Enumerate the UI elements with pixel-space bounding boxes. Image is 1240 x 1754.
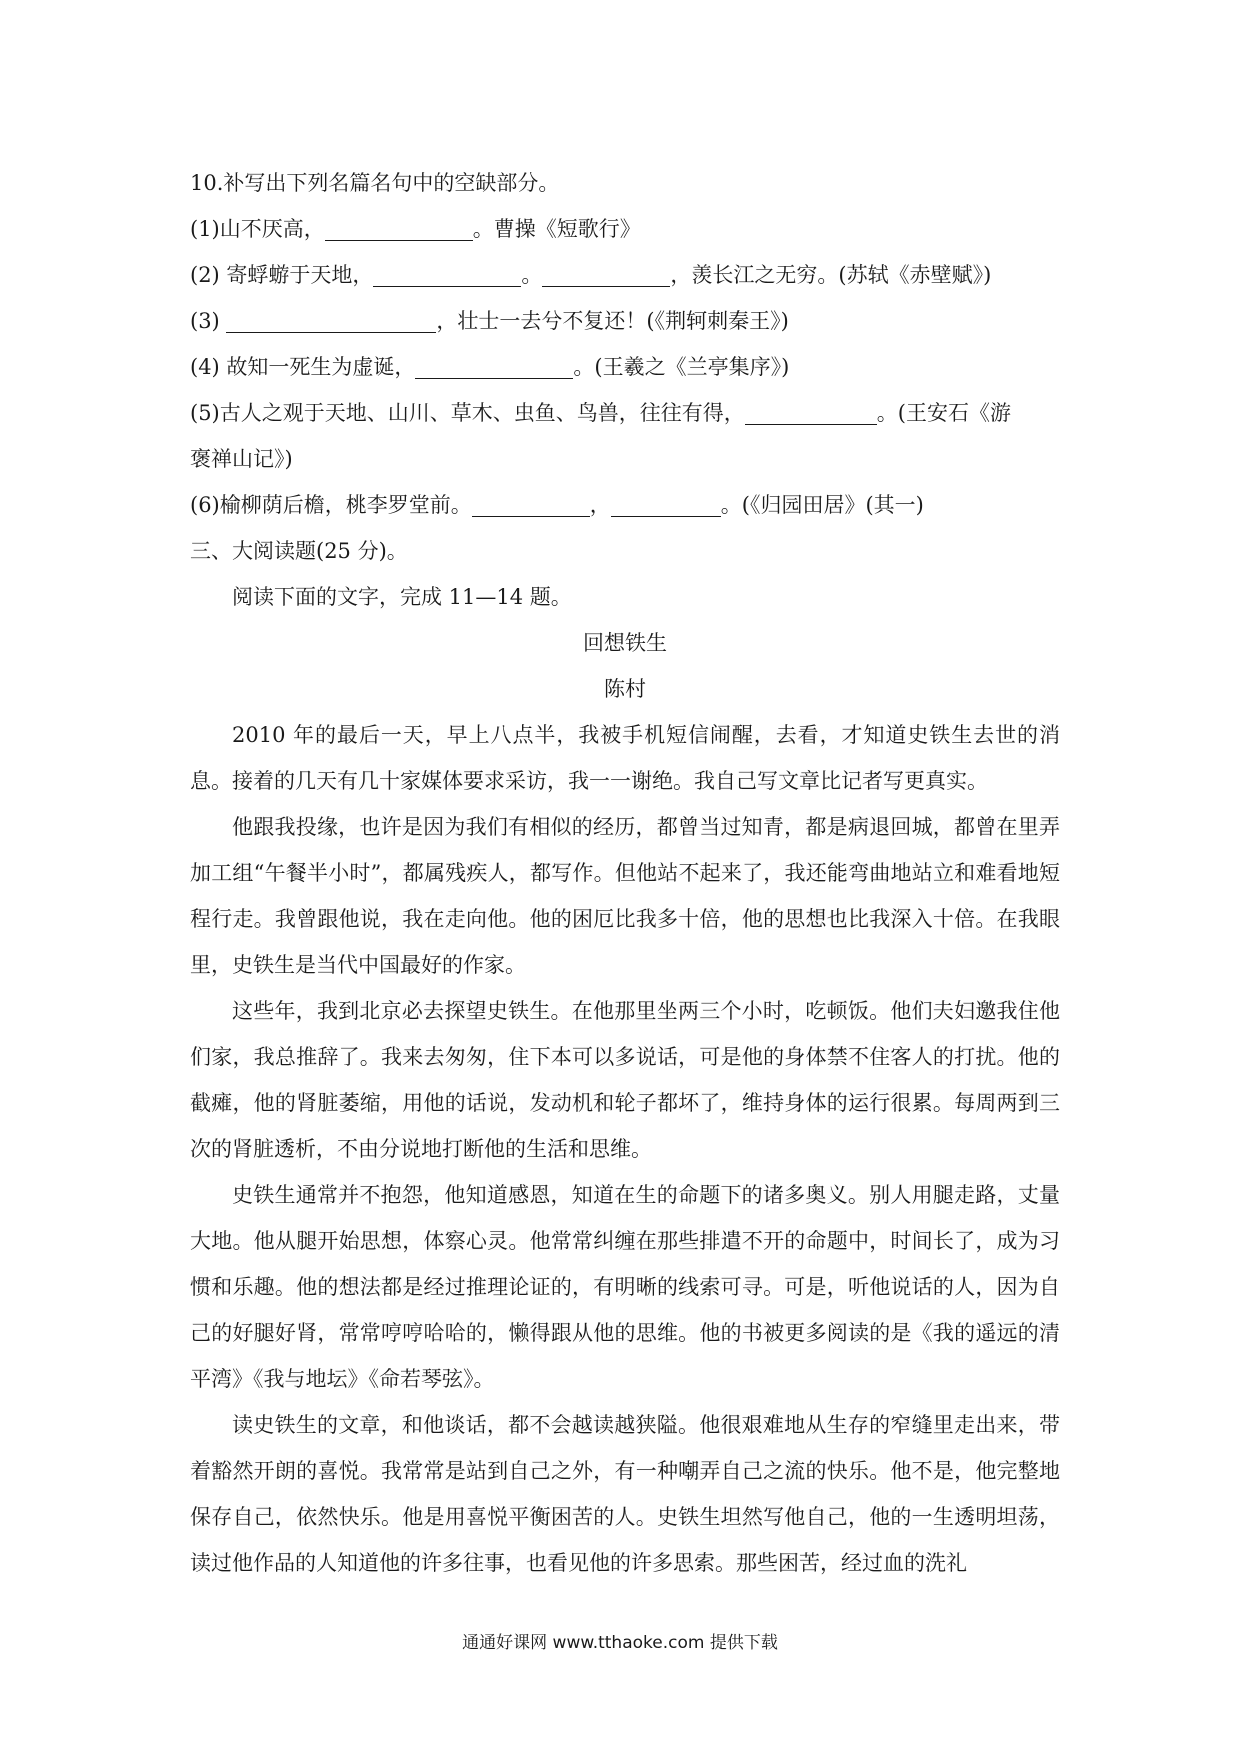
page-footer: 通通好课网 www.tthaoke.com 提供下载 — [462, 1633, 778, 1653]
article-paragraph: 史铁生通常并不抱怨，他知道感恩，知道在生的命题下的诸多奥义。别人用腿走路，丈量大地。他从腿开始思想，体察心灵。他常常纠缠在那些排遣不开的命题中，时间长了，成为习惯和乐趣。他的想法都是经过推理论证的，有明晰的线索可寻。可是，听他说话的人，因为自己的好腿好肾，常常哼哼哈哈的，懒得跟从他的思维。他的书被更多阅读的是《我的遥远的清平湾》《我与地坛》《命若琴弦》。 — [190, 1183, 1060, 1391]
article-paragraph: 这些年，我到北京必去探望史铁生。在他那里坐两三个小时，吃顿饭。他们夫妇邀我住他们家，我总推辞了。我来去匆匆，住下本可以多说话，可是他的身体禁不住客人的打扰。他的截瘫，他的肾脏萎缩，用他的话说，发动机和轮子都坏了，维持身体的运行很累。每周两到三次的肾脏透析，不由分说地打断他的生活和思维。 — [190, 999, 1060, 1161]
item-1-suffix: 。曹操《短歌行》 — [472, 217, 641, 241]
item-2-prefix: (2) 寄蜉蝣于天地， — [190, 263, 374, 287]
answer-blank[interactable] — [745, 400, 877, 425]
question-10-item-5-continued: 褒禅山记》) — [190, 447, 293, 471]
item-2-suffix: ，羡长江之无穷。(苏轼《赤壁赋》) — [670, 263, 992, 287]
question-10-item-3 — [190, 298, 1060, 344]
article-paragraph: 他跟我投缘，也许是因为我们有相似的经历，都曾当过知青，都是病退回城，都曾在里弄加工组“午餐半小时”，都属残疾人，都写作。但他站不起来了，我还能弯曲地站立和难看地短程行走。我曾跟他说，我在走向他。他的困厄比我多十倍，他的思想也比我深入十倍。在我眼里，史铁生是当代中国最好的作家。 — [190, 815, 1060, 977]
question-10-item-2 — [190, 252, 1060, 298]
question-10-item-4 — [190, 344, 1060, 390]
item-5-suffix: 。(王安石《游 — [876, 401, 1011, 425]
answer-blank[interactable] — [226, 308, 436, 333]
item-6-suffix: 。(《归园田居》(其一) — [720, 493, 924, 517]
question-10-item-6 — [190, 482, 1060, 528]
section-3-heading: 三、大阅读题(25 分)。 — [190, 539, 408, 563]
article-author: 陈村 — [604, 677, 646, 701]
answer-blank[interactable] — [325, 216, 473, 241]
answer-blank[interactable] — [542, 262, 670, 287]
answer-blank[interactable] — [472, 492, 590, 517]
reading-instruction: 阅读下面的文字，完成 11—14 题。 — [232, 585, 572, 609]
answer-blank[interactable] — [415, 354, 573, 379]
item-5-prefix: (5)古人之观于天地、山川、草木、虫鱼、鸟兽，往往有得， — [190, 401, 745, 425]
article-paragraph: 2010 年的最后一天，早上八点半，我被手机短信闹醒，去看，才知道史铁生去世的消息。接着的几天有几十家媒体要求采访，我一一谢绝。我自己写文章比记者写更真实。 — [190, 723, 1060, 793]
item-6-prefix: (6)榆柳荫后檐，桃李罗堂前。 — [190, 493, 472, 517]
item-2-middle: 。 — [521, 263, 543, 287]
article-title: 回想铁生 — [583, 631, 667, 655]
item-4-prefix: (4) 故知一死生为虚诞， — [190, 355, 416, 379]
item-3-prefix: (3) — [190, 309, 227, 333]
article-paragraph: 读史铁生的文章，和他谈话，都不会越读越狭隘。他很艰难地从生存的窄缝里走出来，带着豁然开朗的喜悦。我常常是站到自己之外，有一种嘲弄自己之流的快乐。他不是，他完整地保存自己，依然快乐。他是用喜悦平衡困苦的人。史铁生坦然写他自己，他的一生透明坦荡，读过他作品的人知道他的许多往事，也看见他的许多思索。那些困苦，经过血的洗礼 — [190, 1413, 1060, 1575]
item-1-prefix: (1)山不厌高， — [190, 217, 325, 241]
question-10-item-1 — [190, 206, 1060, 252]
item-6-middle: ， — [589, 493, 611, 517]
item-4-suffix: 。(王羲之《兰亭集序》) — [573, 355, 790, 379]
page-content — [190, 160, 1060, 1586]
question-10-item-5 — [190, 390, 1060, 436]
answer-blank[interactable] — [373, 262, 521, 287]
question-10-title: 10.补写出下列名篇名句中的空缺部分。 — [190, 171, 560, 195]
answer-blank[interactable] — [611, 492, 721, 517]
item-3-suffix: ，壮士一去兮不复还！(《荆轲刺秦王》) — [436, 309, 789, 333]
